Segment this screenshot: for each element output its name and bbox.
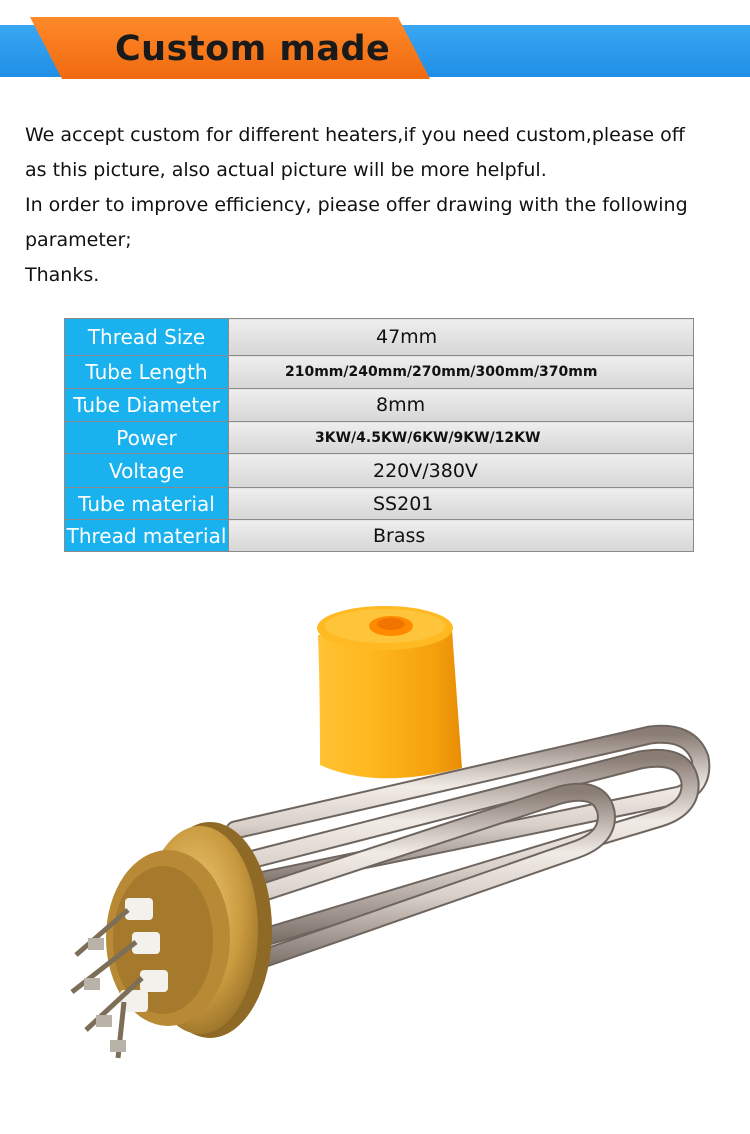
spec-row — [65, 454, 694, 488]
intro-line: In order to improve efficiency, piease offer drawing with the following — [25, 194, 688, 216]
spec-label: Voltage — [65, 454, 229, 488]
intro-text — [25, 118, 740, 293]
spec-value: Brass — [229, 520, 694, 552]
spec-value: 210mm/240mm/270mm/300mm/370mm — [229, 356, 694, 389]
spec-value: SS201 — [229, 488, 694, 520]
intro-line: parameter; — [25, 229, 132, 251]
intro-line: Thanks. — [25, 264, 100, 286]
spec-label: Thread material — [65, 520, 229, 552]
intro-line: as this picture, also actual picture will be more helpful. — [25, 159, 547, 181]
banner-title: Custom made — [115, 29, 391, 69]
spec-row — [65, 488, 694, 520]
spec-row — [65, 422, 694, 454]
spec-value: 8mm — [229, 389, 694, 422]
product-photo — [0, 560, 750, 1134]
spec-label: Tube Diameter — [65, 389, 229, 422]
intro-line: We accept custom for different heaters,if you need custom,please off — [25, 124, 685, 146]
spec-value: 47mm — [229, 319, 694, 356]
spec-value: 220V/380V — [229, 454, 694, 488]
heating-tubes — [235, 734, 701, 965]
spec-label: Power — [65, 422, 229, 454]
spec-label: Tube Length — [65, 356, 229, 389]
spec-row — [65, 389, 694, 422]
yellow-cap — [317, 606, 462, 778]
spec-label: Tube material — [65, 488, 229, 520]
spec-table — [64, 318, 694, 552]
spec-row — [65, 520, 694, 552]
spec-label: Thread Size — [65, 319, 229, 356]
spec-row — [65, 319, 694, 356]
spec-row — [65, 356, 694, 389]
spec-value: 3KW/4.5KW/6KW/9KW/12KW — [229, 422, 694, 454]
